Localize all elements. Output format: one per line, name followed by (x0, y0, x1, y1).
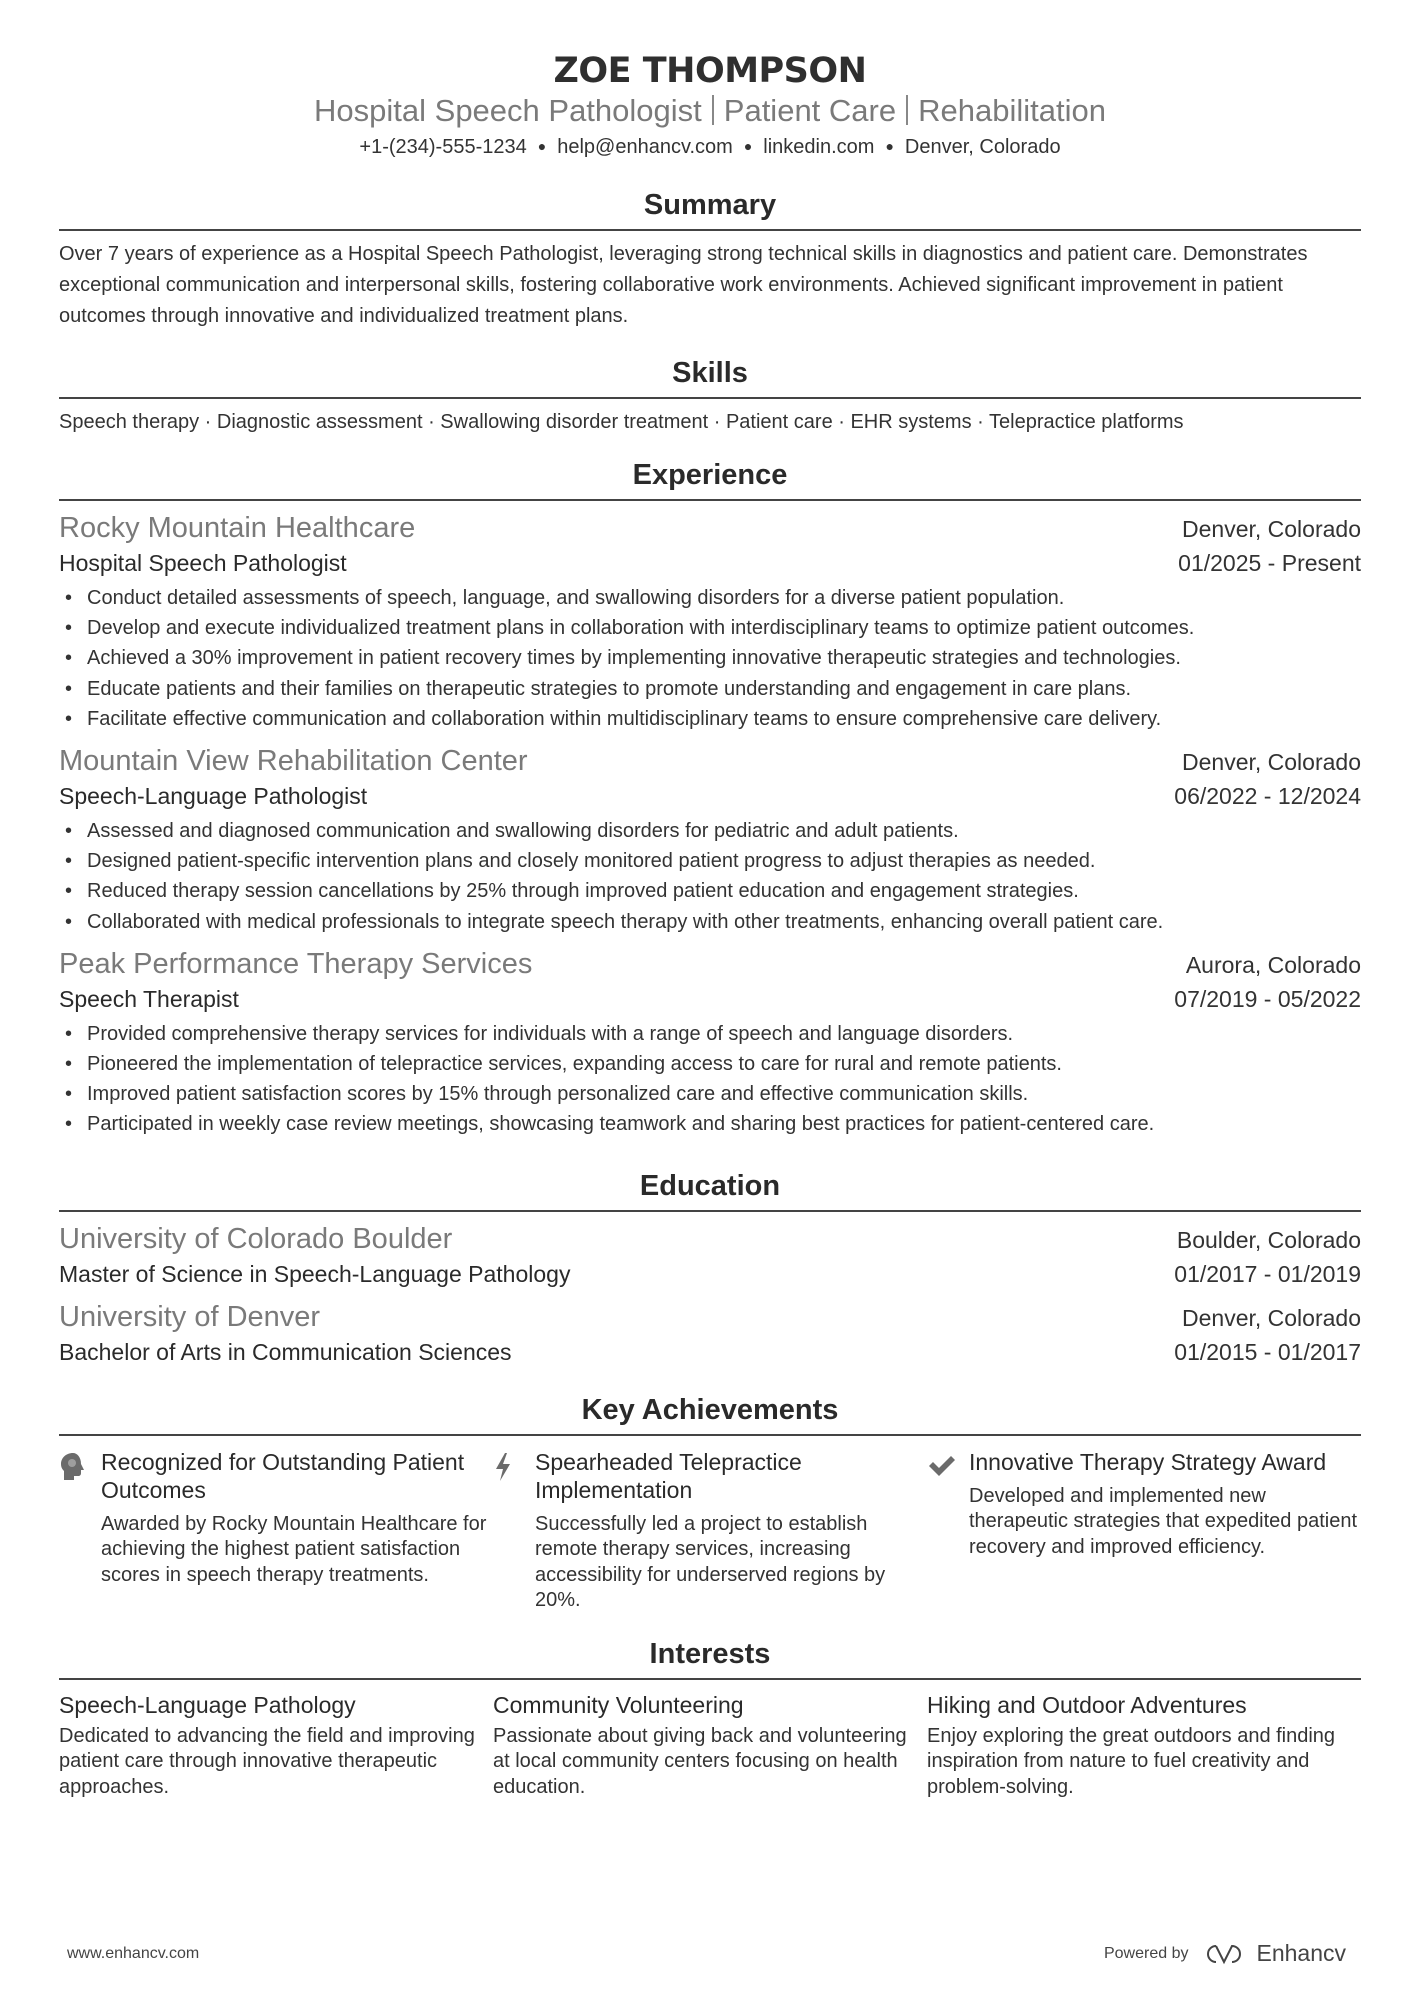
list-item: • Achieved a 30% improvement in patient recovery times by implementing innovative therapeutic strategies and technologies. (59, 643, 1361, 673)
email-link[interactable]: help@enhancv.com (557, 136, 733, 158)
achievement-title: Innovative Therapy Strategy Award (969, 1448, 1327, 1475)
page-footer (67, 1940, 1346, 1967)
summary-section (59, 187, 1361, 332)
section-title: Interests (649, 1637, 771, 1670)
job-bullets (59, 583, 1361, 734)
job-entry (59, 742, 1361, 937)
headline-part: Rehabilitation (918, 93, 1106, 128)
job-dates: 07/2019 - 05/2022 (1174, 985, 1361, 1012)
list-item: • Educate patients and their families on therapeutic strategies to promote understanding and engagement in care plans. (59, 674, 1361, 704)
list-item: • Develop and execute individualized treatment plans in collaboration with interdisciplinary teams to optimize patient outcomes. (59, 613, 1361, 643)
education-section (59, 1168, 1361, 1368)
bullet-separator: ● (537, 138, 547, 154)
interest-item (59, 1690, 493, 1801)
job-bullets (59, 816, 1361, 937)
lightning-bolt-icon (493, 1448, 535, 1614)
education-dates: 01/2017 - 01/2019 (1174, 1260, 1361, 1287)
job-title: Speech-Language Pathologist (59, 783, 368, 810)
school-location: Boulder, Colorado (1176, 1226, 1361, 1253)
degree: Bachelor of Arts in Communication Sciences (59, 1338, 512, 1365)
school-name: University of Colorado Boulder (59, 1222, 453, 1255)
achievement-description: Awarded by Rocky Mountain Healthcare for achieving the highest patient satisfaction scores in speech therapy treatments. (101, 1512, 487, 1586)
achievement-title: Recognized for Outstanding Patient Outcomes (101, 1448, 465, 1503)
list-item: • Reduced therapy session cancellations by 25% through improved patient education and engagement strategies. (59, 876, 1361, 906)
job-bullets (59, 1019, 1361, 1140)
contact-line (59, 132, 1361, 161)
head-brain-icon (59, 1448, 101, 1614)
degree: Master of Science in Speech-Language Pathology (59, 1260, 571, 1287)
interest-title: Hiking and Outdoor Adventures (927, 1691, 1247, 1718)
interests-section (59, 1636, 1361, 1801)
job-title: Hospital Speech Pathologist (59, 550, 347, 576)
achievement-item (493, 1448, 927, 1614)
headline (59, 92, 1361, 130)
job-dates: 01/2025 - Present (1178, 550, 1361, 576)
enhancv-logo[interactable] (1202, 1940, 1346, 1967)
achievement-title: Spearheaded Telepractice Implementation (535, 1448, 802, 1503)
job-entry (59, 509, 1361, 734)
key-achievements-section (59, 1392, 1361, 1614)
achievement-item (927, 1448, 1361, 1614)
company-name: Peak Performance Therapy Services (59, 947, 533, 980)
brand-name: Enhancv (1256, 1940, 1346, 1966)
achievement-description: Developed and implemented new therapeutic strategies that expedited patient recovery and improved efficiency. (969, 1484, 1358, 1558)
section-divider (59, 499, 1361, 501)
list-item: • Conduct detailed assessments of speech, language, and swallowing disorders for a diverse patient population. (59, 583, 1361, 613)
linkedin-link[interactable]: linkedin.com (763, 136, 875, 158)
resume-page (59, 0, 1361, 1800)
powered-by (1104, 1940, 1346, 1967)
interest-title: Community Volunteering (493, 1691, 744, 1718)
section-divider (59, 1210, 1361, 1212)
achievement-item (59, 1448, 493, 1614)
section-divider (59, 397, 1361, 399)
interest-description: Dedicated to advancing the field and improving patient care through innovative therapeutic approaches. (59, 1724, 475, 1798)
education-dates: 01/2015 - 01/2017 (1174, 1338, 1361, 1365)
list-item: • Facilitate effective communication and collaboration within multidisciplinary teams to ensure comprehensive care delivery. (59, 704, 1361, 734)
job-location: Denver, Colorado (1182, 516, 1361, 542)
skills-section (59, 355, 1361, 437)
website-link[interactable]: www.enhancv.com (67, 1944, 200, 1962)
skills-list: Speech therapy · Diagnostic assessment · Swallowing disorder treatment · Patient care · EHR systems · Telepractice platforms (59, 411, 1184, 433)
section-title: Education (639, 1169, 781, 1202)
resume-header (59, 0, 1361, 161)
education-entry (59, 1298, 1361, 1368)
bullet-separator: ● (743, 138, 753, 154)
location: Denver, Colorado (904, 136, 1061, 158)
divider (712, 95, 714, 125)
checkmark-icon (927, 1448, 969, 1614)
experience-section (59, 457, 1361, 1140)
phone: +1-(234)-555-1234 (359, 136, 527, 158)
list-item: • Assessed and diagnosed communication and swallowing disorders for pediatric and adult patients. (59, 816, 1361, 846)
section-title: Experience (632, 459, 788, 491)
list-item: • Designed patient-specific intervention plans and closely monitored patient progress to adjust therapies as needed. (59, 846, 1361, 876)
interest-description: Enjoy exploring the great outdoors and finding inspiration from nature to fuel creativity and problem-solving. (927, 1724, 1336, 1798)
job-entry (59, 945, 1361, 1140)
school-location: Denver, Colorado (1182, 1304, 1361, 1331)
interest-item (927, 1690, 1361, 1801)
list-item: • Pioneered the implementation of telepractice services, expanding access to care for rural and remote patients. (59, 1049, 1361, 1079)
company-name: Mountain View Rehabilitation Center (59, 745, 528, 778)
job-dates: 06/2022 - 12/2024 (1174, 783, 1361, 810)
headline-part: Hospital Speech Pathologist (314, 93, 702, 128)
school-name: University of Denver (59, 1300, 321, 1333)
summary-text: Over 7 years of experience as a Hospital Speech Pathologist, leveraging strong technical skills in diagnostics and patient care. Demonstrates exceptional communication and interpersonal skills, fostering collaborative work environments. Achieved significant improvement in patient outcomes through innovative and individualized treatment plans. (59, 243, 1308, 327)
candidate-name: ZOE THOMPSON (553, 51, 867, 91)
bullet-separator: ● (885, 138, 894, 154)
company-name: Rocky Mountain Healthcare (59, 512, 416, 544)
section-title: Skills (672, 357, 748, 389)
job-location: Aurora, Colorado (1185, 951, 1361, 978)
powered-by-label: Powered by (1103, 1944, 1189, 1962)
headline-part: Patient Care (723, 93, 897, 128)
achievement-description: Successfully led a project to establish remote therapy services, increasing accessibility for underserved regions by 20%. (535, 1512, 886, 1612)
section-divider (59, 1678, 1361, 1680)
job-location: Denver, Colorado (1182, 749, 1361, 776)
section-divider (59, 1434, 1361, 1436)
section-title: Summary (643, 189, 777, 221)
enhancv-logo-icon (1202, 1942, 1248, 1966)
interest-title: Speech-Language Pathology (59, 1691, 356, 1718)
list-item: • Improved patient satisfaction scores by 15% through personalized care and effective communication skills. (59, 1079, 1361, 1109)
list-item: • Participated in weekly case review meetings, showcasing teamwork and sharing best practices for patient-centered care. (59, 1109, 1361, 1139)
list-item: • Provided comprehensive therapy services for individuals with a range of speech and language disorders. (59, 1019, 1361, 1049)
interest-item (493, 1690, 927, 1801)
list-item: • Collaborated with medical professionals to integrate speech therapy with other treatments, enhancing overall patient care. (59, 907, 1361, 937)
job-title: Speech Therapist (59, 985, 239, 1012)
interest-description: Passionate about giving back and volunteering at local community centers focusing on health education. (493, 1724, 907, 1798)
divider (906, 95, 908, 125)
section-divider (59, 229, 1361, 231)
education-entry (59, 1220, 1361, 1290)
section-title: Key Achievements (581, 1393, 839, 1426)
